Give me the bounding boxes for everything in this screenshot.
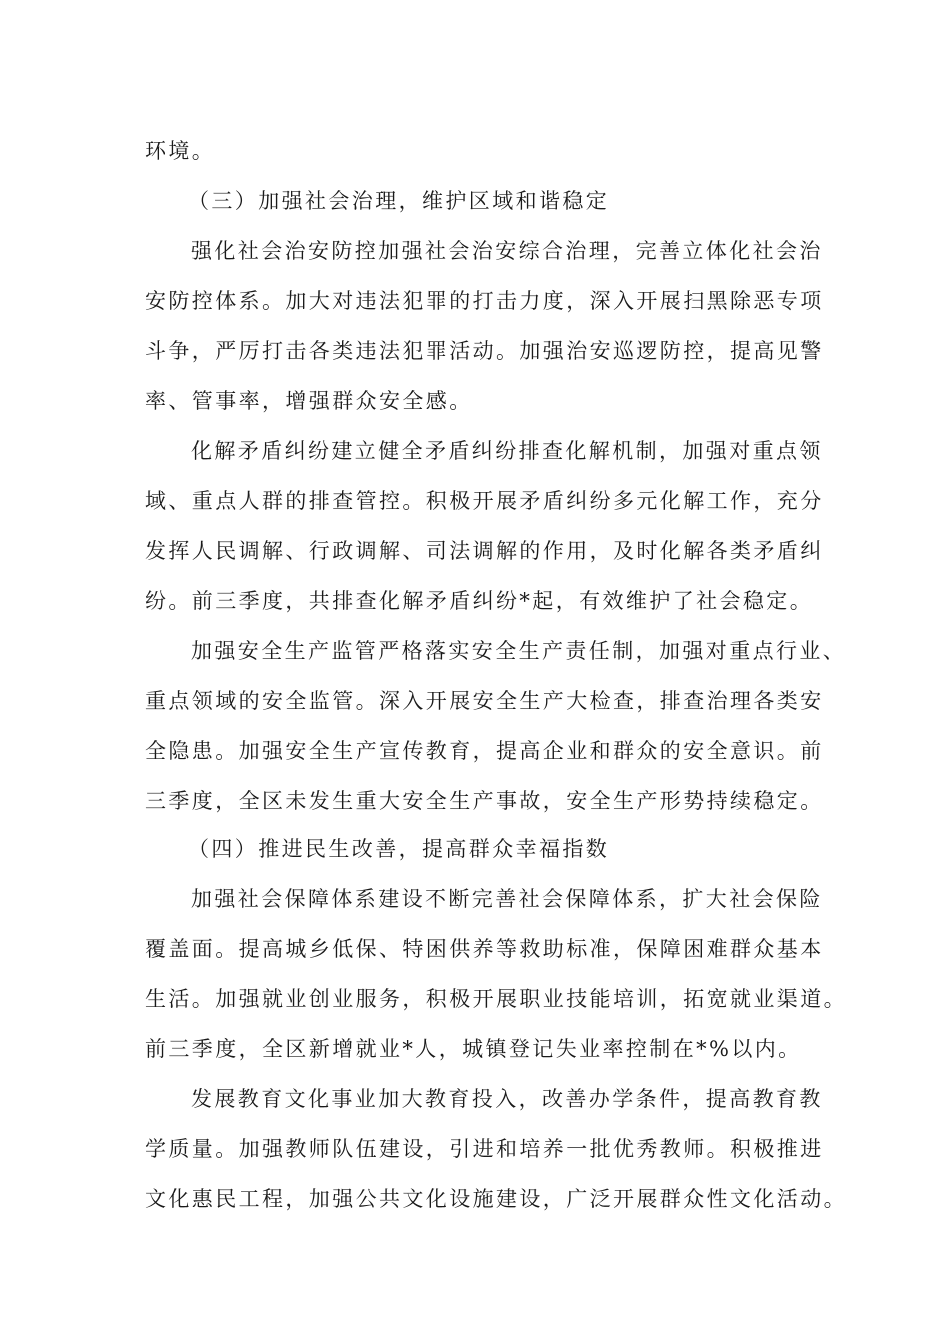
text-line: 前三季度，全区新增就业*人，城镇登记失业率控制在*%以内。 <box>145 1037 802 1061</box>
text-line: 环境。 <box>145 139 216 163</box>
section-heading-3: （三）加强社会治理，维护区域和谐稳定 <box>188 189 610 213</box>
text-line: 纷。前三季度，共排查化解矛盾纠纷*起，有效维护了社会稳定。 <box>145 589 814 613</box>
text-line: 三季度，全区未发生重大安全生产事故，安全生产形势持续稳定。 <box>145 789 824 813</box>
text-line: 强化社会治安防控加强社会治安综合治理，完善立体化社会治 <box>191 239 823 263</box>
text-line: 发展教育文化事业加大教育投入，改善办学条件，提高教育教 <box>191 1087 823 1111</box>
text-line: 生活。加强就业创业服务，积极开展职业技能培训，拓宽就业渠道。 <box>145 987 847 1011</box>
text-line: 加强安全生产监管严格落实安全生产责任制，加强对重点行业、 <box>191 639 847 663</box>
text-line: 安防控体系。加大对违法犯罪的打击力度，深入开展扫黑除恶专项 <box>145 289 824 313</box>
text-line: 化解矛盾纠纷建立健全矛盾纠纷排查化解机制，加强对重点领 <box>191 439 823 463</box>
text-line: 重点领域的安全监管。深入开展安全生产大检查，排查治理各类安 <box>145 689 824 713</box>
text-line: 覆盖面。提高城乡低保、特困供养等救助标准，保障困难群众基本 <box>145 937 824 961</box>
text-line: 域、重点人群的排查管控。积极开展矛盾纠纷多元化解工作，充分 <box>145 489 824 513</box>
section-heading-4: （四）推进民生改善，提高群众幸福指数 <box>188 837 610 861</box>
text-line: 发挥人民调解、行政调解、司法调解的作用，及时化解各类矛盾纠 <box>145 539 824 563</box>
text-line: 率、管事率，增强群众安全感。 <box>145 389 473 413</box>
text-line: 全隐患。加强安全生产宣传教育，提高企业和群众的安全意识。前 <box>145 739 824 763</box>
text-line: 文化惠民工程，加强公共文化设施建设，广泛开展群众性文化活动。 <box>145 1187 847 1211</box>
text-line: 学质量。加强教师队伍建设，引进和培养一批优秀教师。积极推进 <box>145 1137 824 1161</box>
text-line: 加强社会保障体系建设不断完善社会保障体系，扩大社会保险 <box>191 887 823 911</box>
text-line: 斗争，严厉打击各类违法犯罪活动。加强治安巡逻防控，提高见警 <box>145 339 824 363</box>
